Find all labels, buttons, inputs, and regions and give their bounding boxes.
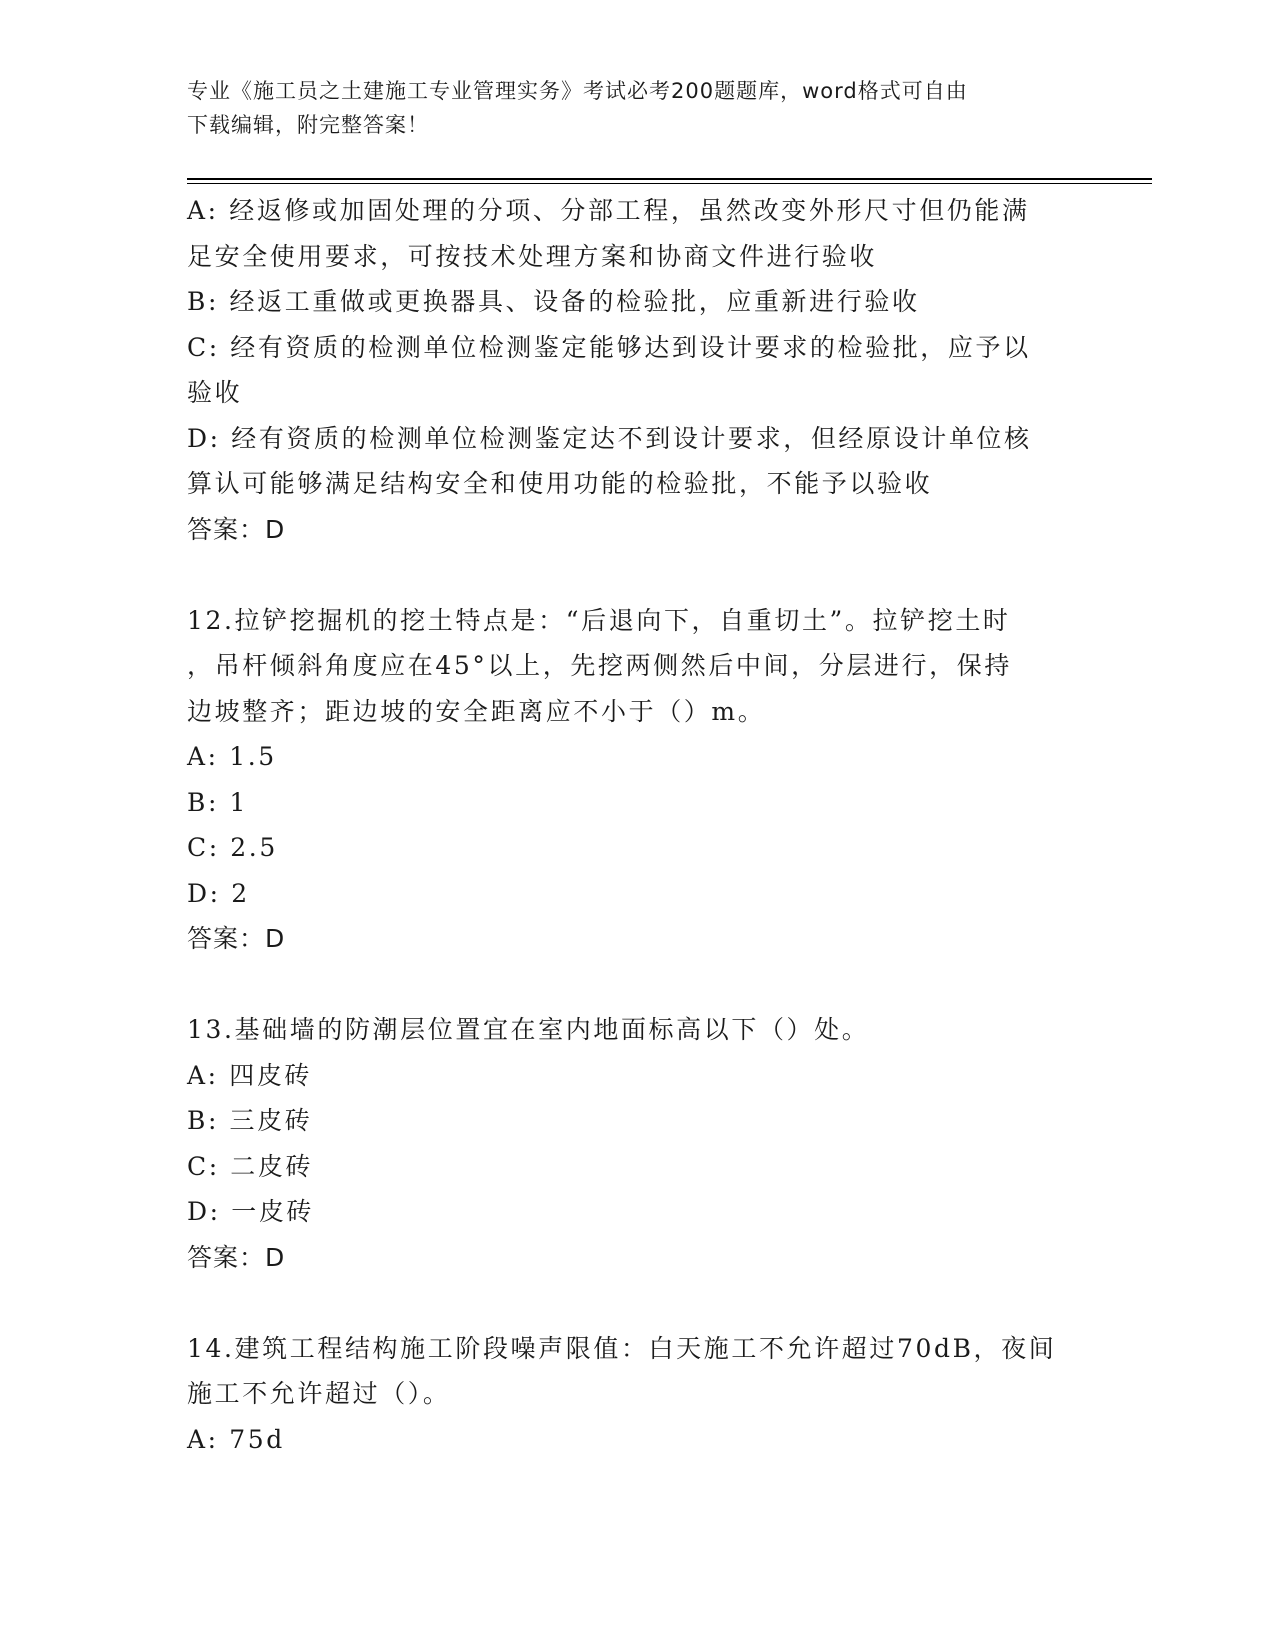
question-stem-line: ，吊杆倾斜角度应在45°以上，先挖两侧然后中间，分层进行，保持 [187, 651, 1012, 680]
header-line: 专业《施工员之土建施工专业管理实务》考试必考200题题库，word格式可自由 [187, 79, 968, 103]
option-a: A: 1.5 [187, 742, 277, 771]
option-b [187, 279, 1087, 325]
question-13 [187, 1007, 1087, 1280]
option-c [187, 325, 1087, 416]
answer-label: 答案：D [187, 924, 286, 953]
question-stem-line: 13.基础墙的防潮层位置宜在室内地面标高以下（）处。 [187, 1015, 870, 1044]
answer-label: 答案：D [187, 514, 286, 544]
option-b: B: 三皮砖 [187, 1106, 313, 1135]
answer-label: 答案：D [187, 1242, 286, 1272]
document-header [187, 74, 1067, 142]
option-line: 足安全使用要求，可按技术处理方案和协商文件进行验收 [187, 241, 878, 271]
header-line: 下载编辑，附完整答案！ [187, 113, 429, 137]
question-14 [187, 1326, 1087, 1463]
option-d: D: 2 [187, 878, 250, 908]
question-stem-line: 14.建筑工程结构施工阶段噪声限值：白天施工不允许超过70dB，夜间 [187, 1333, 1057, 1363]
option-c: C: 2.5 [187, 833, 278, 862]
option-line: D: 经有资质的检测单位检测鉴定达不到设计要求，但经原设计单位核 [187, 423, 1032, 453]
question-stem-line: 施工不允许超过（）。 [187, 1379, 451, 1408]
option-b: B: 1 [187, 787, 249, 817]
question-stem-line: 边坡整齐；距边坡的安全距离应不小于（）m。 [187, 696, 766, 726]
spacer [187, 962, 1087, 1008]
question-12 [187, 598, 1087, 962]
option-d: D: 一皮砖 [187, 1197, 315, 1226]
option-d [187, 416, 1087, 507]
header-rule-thick [187, 178, 1152, 180]
spacer [187, 1280, 1087, 1326]
option-a: A: 75d [187, 1424, 285, 1454]
option-line: C: 经有资质的检测单位检测鉴定能够达到设计要求的检验批，应予以 [187, 332, 1031, 362]
document-body [187, 188, 1087, 1462]
option-line: 验收 [187, 378, 243, 407]
option-a [187, 188, 1087, 279]
option-line: 算认可能够满足结构安全和使用功能的检验批，不能予以验收 [187, 469, 933, 498]
option-c: C: 二皮砖 [187, 1151, 314, 1181]
option-line: A: 经返修或加固处理的分项、分部工程，虽然改变外形尺寸但仍能满 [187, 196, 1030, 225]
option-line: B: 经返工重做或更换器具、设备的检验批，应重新进行验收 [187, 287, 920, 316]
option-a: A: 四皮砖 [187, 1060, 313, 1090]
spacer [187, 552, 1087, 598]
question-stem-line: 12.拉铲挖掘机的挖土特点是：“后退向下，自重切土”。拉铲挖土时 [187, 605, 1011, 635]
question-11-continued [187, 188, 1087, 552]
header-rule-thin [187, 183, 1152, 184]
